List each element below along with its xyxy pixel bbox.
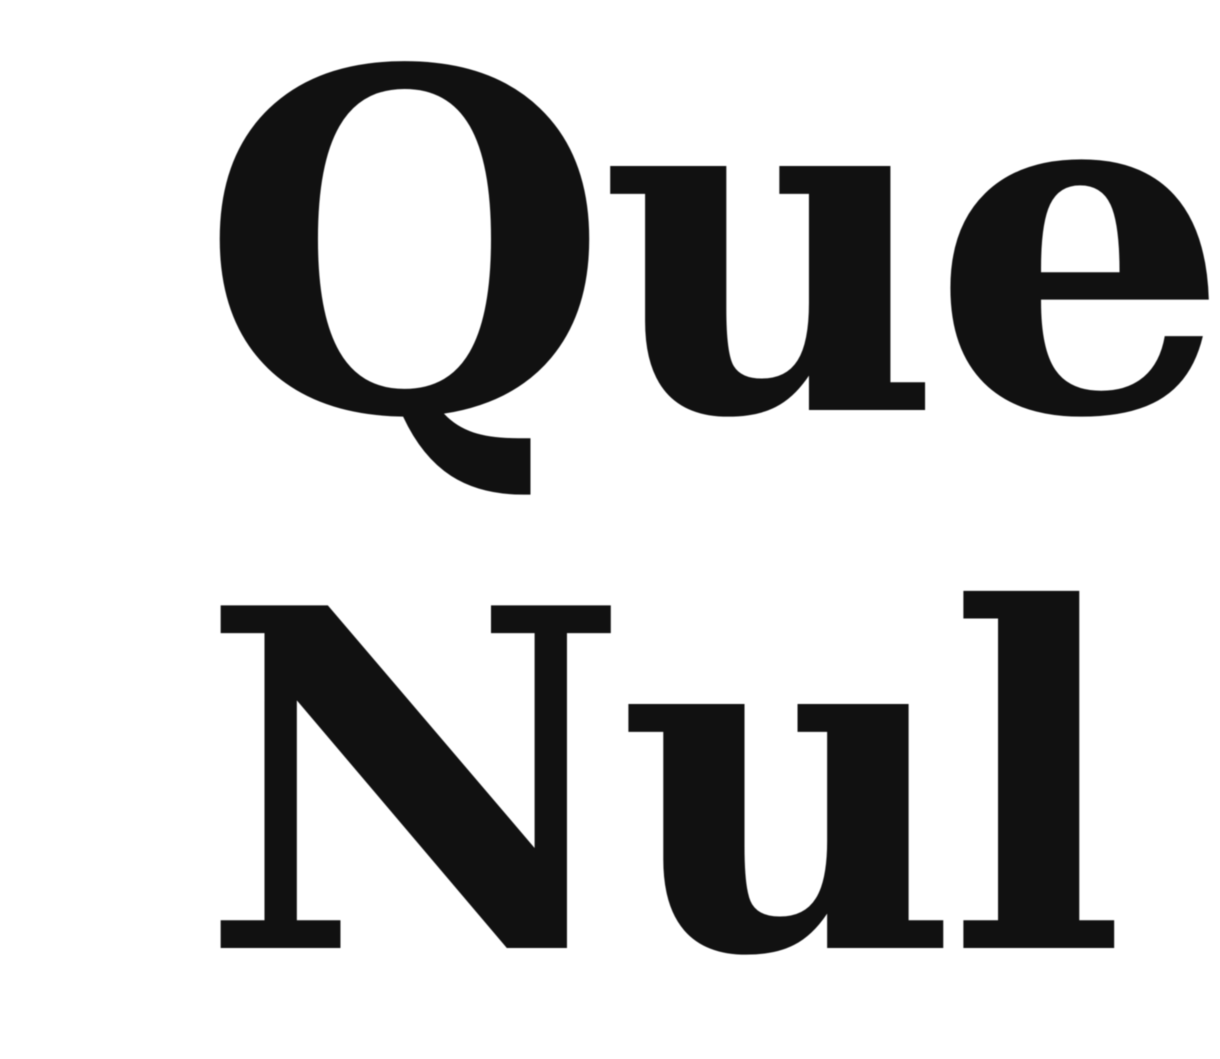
text-line-que: Que: [200, 0, 1220, 521]
text-line-nul: Nul: [200, 507, 1114, 1059]
